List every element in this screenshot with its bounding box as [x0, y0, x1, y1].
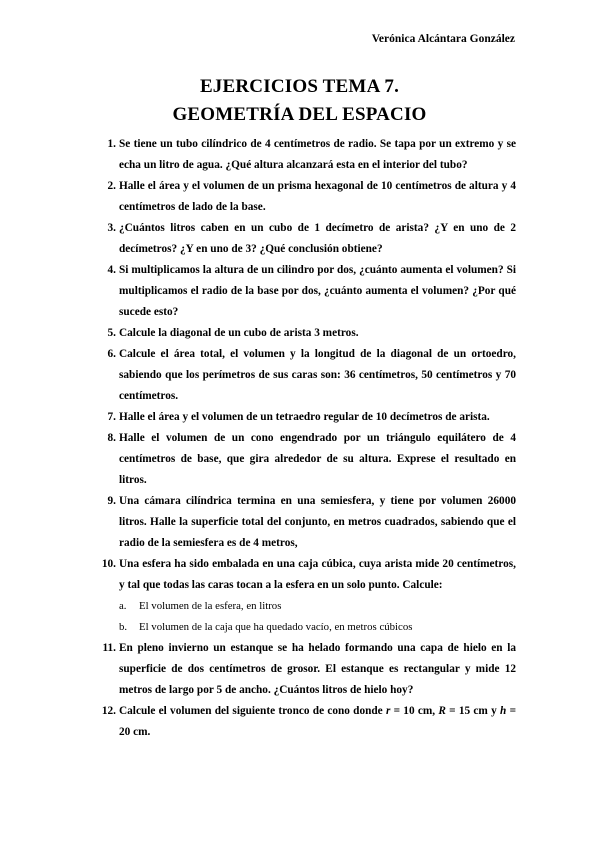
sub-question-a — [119, 596, 516, 617]
text-segment: = 10 cm, — [390, 705, 439, 717]
sub-question-list — [119, 596, 516, 638]
exercise-item-2 — [96, 176, 516, 218]
exercise-item-3 — [96, 218, 516, 260]
exercise-number: 7. — [107, 411, 116, 423]
exercise-item-4 — [96, 260, 516, 323]
exercise-number: 4. — [107, 264, 116, 276]
exercise-text: Halle el volumen de un cono engendrado por un triángulo equilátero de 4 centímetros de base, que gira alrededor de su altura. Exprese el resultado en litros. — [119, 432, 516, 486]
page-title: EJERCICIOS TEMA 7. — [199, 76, 400, 97]
text-segment: = 20 cm. — [119, 705, 517, 738]
exercise-item-8 — [96, 428, 516, 491]
exercise-text: En pleno invierno un estanque se ha helado formando una capa de hielo en la superficie de dos centímetros de grosor. El estanque es rectangular y mide 12 metros de largo por 5 de ancho. ¿Cuántos litros de hielo hoy? — [119, 642, 516, 696]
exercise-text: Calcule el área total, el volumen y la longitud de la diagonal de un ortoedro, sabiendo que los perímetros de sus caras son: 36 centímetros, 50 centímetros y 70 centímetros. — [119, 348, 516, 402]
sub-question-b — [119, 617, 516, 638]
exercise-text: Se tiene un tubo cilíndrico de 4 centímetros de radio. Se tapa por un extremo y se echa un litro de agua. ¿Qué altura alcanzará esta en el interior del tubo? — [119, 138, 516, 171]
exercise-number: 5. — [107, 327, 116, 339]
exercise-item-9 — [96, 491, 516, 554]
exercise-number: 9. — [107, 495, 116, 507]
sub-question-letter: b. — [119, 621, 128, 633]
exercise-text: ¿Cuántos litros caben en un cubo de 1 decímetro de arista? ¿Y en uno de 2 decímetros? ¿Y en uno de 3? ¿Qué conclusión obtiene? — [119, 222, 516, 255]
exercise-number: 10. — [101, 558, 116, 570]
exercise-text: Si multiplicamos la altura de un cilindro por dos, ¿cuánto aumenta el volumen? Si multiplicamos el radio de la base por dos, ¿cuánto aumenta el volumen? ¿Por qué sucede esto? — [119, 264, 516, 318]
exercise-item-7 — [96, 407, 516, 428]
exercise-number: 11. — [102, 642, 116, 654]
exercise-text: Una esfera ha sido embalada en una caja cúbica, cuya arista mide 20 centímetros, y tal que todas las caras tocan a la esfera en un solo punto. Calcule: — [119, 558, 516, 591]
exercise-item-12 — [96, 701, 516, 743]
exercise-item-5 — [96, 323, 516, 344]
exercise-number: 6. — [107, 348, 116, 360]
exercise-number: 2. — [107, 180, 116, 192]
exercise-text: Halle el área y el volumen de un tetraedro regular de 10 decímetros de arista. — [119, 411, 490, 423]
variable-h: h — [500, 705, 507, 717]
exercise-item-1 — [96, 134, 516, 176]
author-name: Verónica Alcántara González — [371, 33, 515, 45]
text-segment: = 15 cm y — [445, 705, 501, 717]
sub-question-letter: a. — [119, 600, 127, 612]
exercise-text: Calcule la diagonal de un cubo de arista 3 metros. — [119, 327, 359, 339]
variable-R: R — [438, 705, 446, 717]
exercise-list — [96, 134, 516, 743]
exercise-number: 3. — [107, 222, 116, 234]
exercise-item-11 — [96, 638, 516, 701]
exercise-text: Halle el área y el volumen de un prisma hexagonal de 10 centímetros de altura y 4 centímetros de lado de la base. — [119, 180, 516, 213]
exercise-text: Una cámara cilíndrica termina en una semiesfera, y tiene por volumen 26000 litros. Halle la superficie total del conjunto, en metros cuadrados, sabiendo que el radio de la semiesfera es de 4 metros, — [119, 495, 516, 549]
sub-question-text: El volumen de la caja que ha quedado vacío, en metros cúbicos — [139, 621, 413, 633]
exercise-number: 8. — [107, 432, 116, 444]
sub-question-text: El volumen de la esfera, en litros — [139, 600, 282, 612]
exercise-item-10 — [96, 554, 516, 638]
page-subtitle: GEOMETRÍA DEL ESPACIO — [172, 104, 427, 125]
exercise-number: 1. — [107, 138, 116, 150]
exercise-number: 12. — [101, 705, 116, 717]
exercise-item-6 — [96, 344, 516, 407]
variable-r: r — [385, 705, 391, 717]
text-segment: Calcule el volumen del siguiente tronco de cono donde — [119, 705, 386, 717]
exercise-text — [119, 705, 516, 738]
